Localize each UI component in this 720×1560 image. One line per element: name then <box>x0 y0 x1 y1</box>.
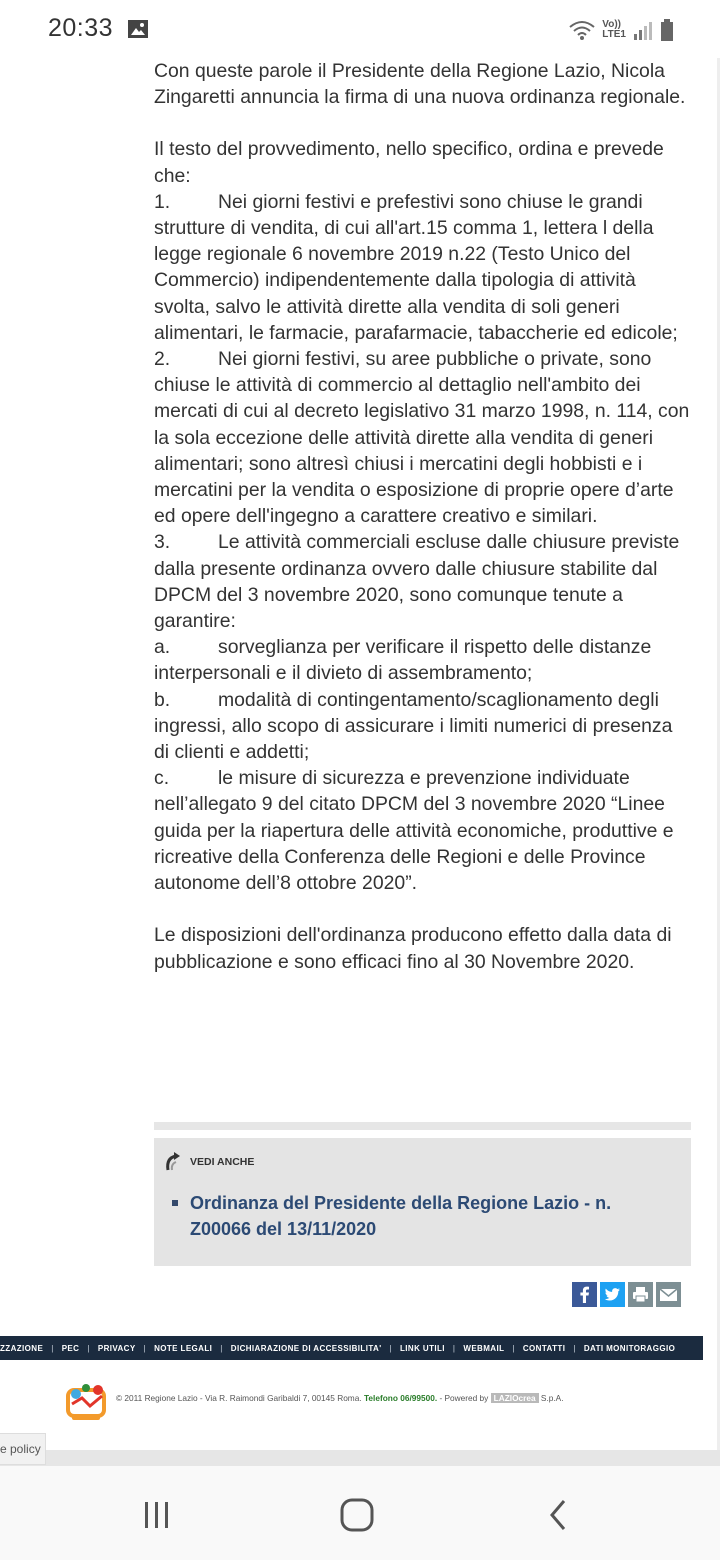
footer-nav: ZZAZIONE | PEC | PRIVACY | NOTE LEGALI | DICHIARAZIONE DI ACCESSIBILITA' | LINK UTILI | WEBMAIL | CONTATTI | DATI MONITORAGGIO <box>0 1336 703 1360</box>
recent-apps-icon[interactable] <box>132 1490 182 1540</box>
image-icon <box>128 20 148 38</box>
signal-icon <box>632 20 654 40</box>
system-nav-bar <box>0 1466 720 1560</box>
list-item: 3. Le attività commerciali escluse dalle chiusure previste dalla presente ordinanza ovvero dalle chiusure stabilite dal DPCM del 3 novembre 2020, sono comunque tenute a garantire: <box>154 531 680 633</box>
footer-link-contatti[interactable]: CONTATTI <box>522 1343 566 1353</box>
status-icons <box>568 16 674 44</box>
twitter-icon[interactable] <box>600 1282 625 1307</box>
list-item: b. modalità di contingentamento/scaglionamento degli ingressi, allo scopo di assicurare i limiti numerici di presenza di clienti e addetti; <box>154 688 673 764</box>
battery-icon <box>660 19 674 41</box>
related-item <box>172 1190 672 1242</box>
network-label: Vo)) LTE1 <box>602 19 626 40</box>
cookie-policy-button[interactable]: e policy <box>0 1433 46 1465</box>
telefono-link[interactable]: Telefono 06/99500. <box>363 1393 438 1403</box>
vedi-anche-title: VEDI ANCHE <box>190 1156 255 1168</box>
footer-link-dati-monitoraggio[interactable]: DATI MONITORAGGIO <box>583 1343 676 1353</box>
footer-bottom-strip <box>0 1450 720 1466</box>
vedi-anche-header <box>164 1152 254 1172</box>
print-icon[interactable] <box>628 1282 653 1307</box>
curved-arrow-icon <box>164 1152 182 1172</box>
wifi-icon <box>568 19 596 41</box>
footer-link-privacy[interactable]: PRIVACY <box>97 1343 136 1353</box>
ordinance-list <box>154 189 690 896</box>
footer-link[interactable]: ZZAZIONE <box>0 1343 44 1353</box>
regione-lazio-logo <box>62 1380 110 1424</box>
footer-link-webmail[interactable]: WEBMAIL <box>463 1343 505 1353</box>
footer-copyright: © 2011 Regione Lazio - Via R. Raimondi Garibaldi 7, 00145 Roma. Telefono 06/99500. - Powered by LAZIOcrea S.p.A. <box>116 1393 564 1403</box>
section-divider <box>154 1122 691 1130</box>
home-icon[interactable] <box>332 1490 382 1540</box>
footer-link-note-legali[interactable]: NOTE LEGALI <box>154 1343 213 1353</box>
facebook-icon[interactable] <box>572 1282 597 1307</box>
bullet-icon <box>172 1200 178 1206</box>
list-item: 2. Nei giorni festivi, su aree pubbliche o private, sono chiuse le attività di commercio al dettaglio nell'ambito dei mercati di cui al decreto legislativo 31 marzo 1998, n. 114, con la sola eccezione delle attività dirette alla vendita di generi alimentari; sono altresì chiusi i mercatini degli hobbisti e i mercatini per la vendita o esposizione di proprie opere d’arte ed opere dell'ingegno a carattere creativo e similari. <box>154 348 690 528</box>
footer-link-pec[interactable]: PEC <box>61 1343 80 1353</box>
footer-link-link-utili[interactable]: LINK UTILI <box>400 1343 445 1353</box>
article-lead: Il testo del provvedimento, nello specifico, ordina e prevede che: <box>154 138 664 187</box>
laziocrea-badge[interactable]: LAZIOcrea <box>491 1393 539 1403</box>
status-bar <box>0 0 720 62</box>
list-item: 1. Nei giorni festivi e prefestivi sono chiuse le grandi strutture di vendita, di cui all'art.15 comma 1, lettera l della legge regionale 6 novembre 2019 n.22 (Testo Unico del Commercio) indipendentemente dalla tipologia di attività svolta, salvo le attività dirette alla vendita di soli generi alimentari, le farmacie, parafarmacie, tabaccherie ed edicole; <box>154 190 678 344</box>
article-body <box>154 58 690 975</box>
related-ordinance-link[interactable]: Ordinanza del Presidente della Regione Lazio - n. Z00066 del 13/11/2020 <box>190 1193 612 1239</box>
list-item: c. le misure di sicurezza e prevenzione individuate nell’allegato 9 del citato DPCM del 3 novembre 2020 “Linee guida per la riapertura delle attività economiche, produttive e ricreative della Conferenza delle Regioni e delle Province autonome dell’8 ottobre 2020”. <box>154 767 674 895</box>
footer-link-accessibilita[interactable]: DICHIARAZIONE DI ACCESSIBILITA' <box>230 1343 382 1353</box>
list-item: a. sorveglianza per verificare il rispetto delle distanze interpersonali e il divieto di assembramento; <box>154 636 652 685</box>
vedi-anche-box <box>154 1138 691 1266</box>
article-intro: Con queste parole il Presidente della Regione Lazio, Nicola Zingaretti annuncia la firma di una nuova ordinanza regionale. <box>154 60 686 109</box>
share-buttons <box>572 1282 681 1307</box>
article-closing: Le disposizioni dell'ordinanza producono effetto dalla data di pubblicazione e sono efficaci fino al 30 Novembre 2020. <box>154 924 672 973</box>
mail-icon[interactable] <box>656 1282 681 1307</box>
back-icon[interactable] <box>534 1490 584 1540</box>
status-time: 20:33 <box>48 14 114 42</box>
